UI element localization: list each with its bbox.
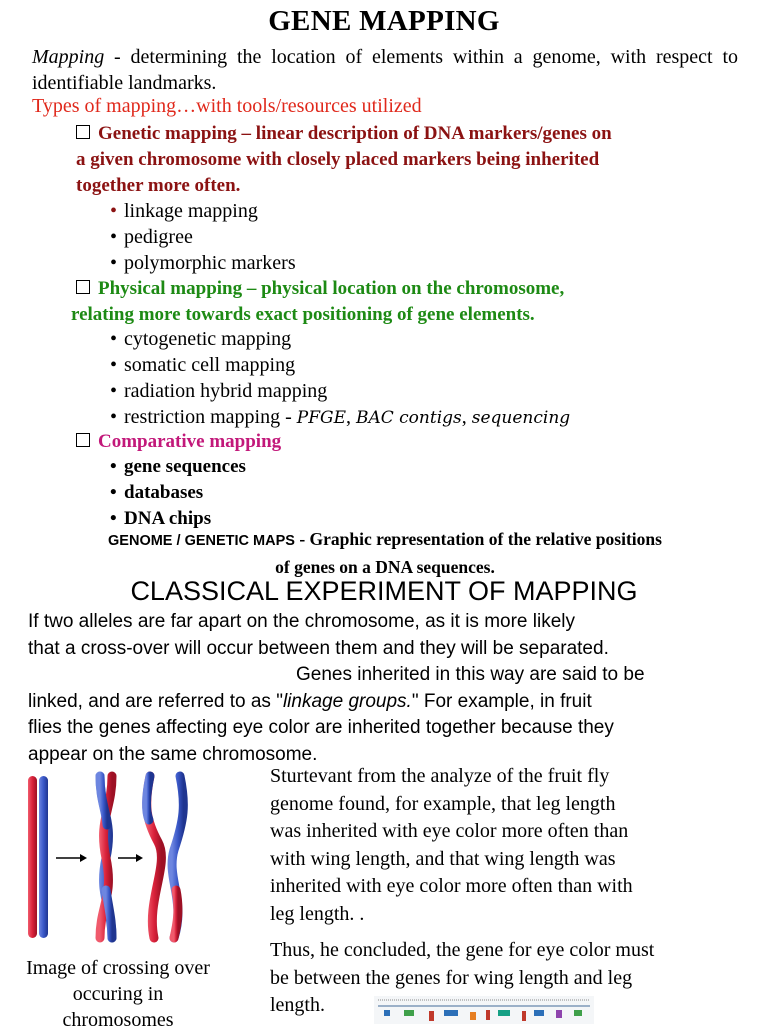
bullet-icon: • (110, 482, 117, 503)
conclusion-paragraph: Thus, he concluded, the gene for eye color must be between the genes for wing length and leg length. (270, 939, 655, 1016)
genetic-line-2: a given chromosome with closely placed markers being inherited (76, 149, 600, 170)
maps-lead: GENOME / GENETIC MAPS (108, 533, 295, 549)
classical-paragraph (28, 609, 742, 768)
classical-heading: CLASSICAL EXPERIMENT OF MAPPING (130, 576, 638, 606)
bullet-icon: • (110, 328, 118, 350)
sturtevant-paragraph: Sturtevant from the analyze of the fruit fly genome found, for example, that leg length was inherited with eye color more often than with wing length, and that wing length was inherited with eye color more often than with leg length. . (270, 765, 633, 925)
genetic-mapping-heading (76, 121, 612, 199)
list-item: • DNA chips (110, 506, 246, 532)
checkbox-icon (76, 125, 90, 139)
bullet-icon: • (110, 354, 118, 376)
bullet-icon: • (110, 200, 118, 222)
mapping-definition (32, 44, 738, 96)
genetic-line-3: together more often. (76, 175, 241, 196)
genome-map-thumbnail (374, 996, 594, 1024)
classical-line-3: Genes inherited in this way are said to be (296, 664, 645, 685)
definition-term: Mapping (32, 46, 105, 68)
classical-line-6: appear on the same chromosome. (28, 743, 318, 765)
chromosome-pair-recombined (146, 776, 183, 938)
physical-items (110, 326, 570, 431)
bullet-icon: • (110, 406, 118, 428)
list-item: • pedigree (110, 226, 193, 248)
tool-pfge: PFGE (296, 408, 346, 428)
genetic-maps-definition (10, 526, 760, 580)
bullet-icon: • (110, 456, 117, 477)
list-item: • polymorphic markers (110, 252, 296, 274)
tool-bac-contigs: BAC contigs (355, 408, 462, 428)
maps-line-1: - Graphic representation of the relative positions (294, 529, 662, 549)
list-item: • linkage mapping (110, 200, 258, 222)
bullet-icon: • (110, 508, 117, 529)
genetic-line-1: Genetic mapping – linear description of DNA markers/genes on (98, 123, 612, 144)
page-title: GENE MAPPING (268, 5, 500, 37)
chromosome-pair-twisted (100, 776, 112, 938)
physical-line-1: Physical mapping – physical location on the chromosome, (98, 278, 565, 299)
definition-text: - determining the location of elements within a genome, with respect to identifiable landmarks. (32, 46, 738, 94)
checkbox-icon (76, 433, 90, 447)
classical-line-2: that a cross-over will occur between them and they will be separated. (28, 637, 609, 659)
arrow-icon (56, 854, 87, 862)
chromosome-pair-straight (28, 776, 48, 938)
comparative-mapping-heading: Comparative mapping (76, 429, 281, 455)
types-heading: Types of mapping…with tools/resources utilized (32, 95, 422, 117)
tool-sequencing: sequencing (471, 408, 571, 428)
maps-line-2: of genes on a DNA sequences. (275, 557, 495, 577)
classical-line-1: If two alleles are far apart on the chromosome, as it is more likely (28, 611, 576, 632)
genetic-items (110, 198, 296, 276)
crossing-over-illustration (14, 770, 214, 948)
list-item: • databases (110, 480, 246, 506)
comparative-items (110, 454, 246, 532)
arrow-icon (118, 854, 143, 862)
list-item: • gene sequences (110, 454, 246, 480)
bullet-icon: • (110, 380, 118, 402)
list-item: • restriction mapping - PFGE, BAC contigs, sequencing (110, 406, 571, 428)
list-item: • cytogenetic mapping (110, 328, 292, 350)
figure-caption: Image of crossing over occuring in chromosomes (26, 957, 210, 1031)
physical-mapping-heading (71, 276, 565, 328)
list-item: • somatic cell mapping (110, 354, 296, 376)
physical-line-2: relating more towards exact positioning of gene elements. (71, 304, 535, 325)
bullet-icon: • (110, 252, 118, 274)
checkbox-icon (76, 280, 90, 294)
classical-line-5: flies the genes affecting eye color are inherited together because they (28, 717, 614, 738)
bullet-icon: • (110, 226, 118, 248)
list-item: • radiation hybrid mapping (110, 380, 328, 402)
classical-line-4: linked, and are referred to as "linkage groups." For example, in fruit (28, 690, 592, 712)
